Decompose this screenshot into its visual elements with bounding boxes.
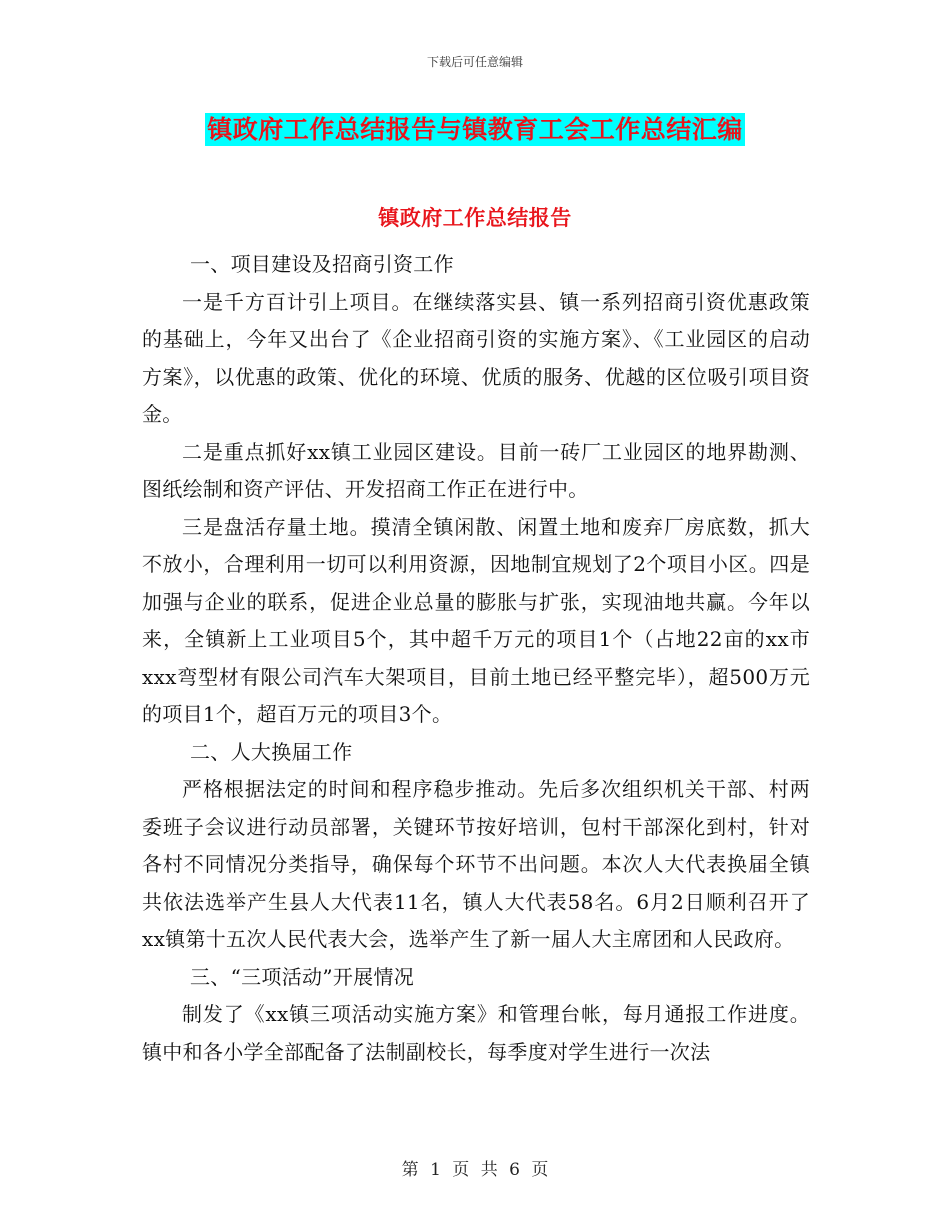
section-title: 镇政府工作总结报告: [378, 205, 572, 230]
paragraph: 制发了《xx镇三项活动实施方案》和管理台帐，每月通报工作进度。镇中和各小学全部配备了法制副校长，每季度对学生进行一次法: [142, 1002, 810, 1064]
section-heading: 三、“三项活动”开展情况: [190, 964, 415, 989]
main-title: [0, 114, 950, 146]
paragraph: 严格根据法定的时间和程序稳步推动。先后多次组织机关干部、村两委班子会议进行动员部署，关键环节按好培训，包村干部深化到村，针对各村不同情况分类指导，确保每个环节不出问题。本次人大代表换届全镇共依法选举产生县人大代表11名，镇人大代表58名。6月2日顺利召开了xx镇第十五次人民代表大会，选举产生了新一届人大主席团和人民政府。: [142, 777, 810, 951]
section-heading: 一、项目建设及招商引资工作: [190, 252, 454, 276]
paragraph: 三是盘活存量土地。摸清全镇闲散、闲置土地和废弃厂房底数，抓大不放小，合理利用一切可以利用资源，因地制宜规划了2个项目小区。四是加强与企业的联系，促进企业总量的膨胀与扩张，实现油地共赢。今年以来，全镇新上工业项目5个，其中超千万元的项目1个（占地22亩的xx市xxx弯型材有限公司汽车大架项目，目前土地已经平整完毕），超500万元的项目1个，超百万元的项目3个。: [142, 514, 810, 726]
paragraph: 二是重点抓好xx镇工业园区建设。目前一砖厂工业园区的地界勘测、图纸绘制和资产评估、开发招商工作正在进行中。: [142, 439, 810, 501]
page-footer: 第 1 页 共 6 页: [401, 1160, 549, 1180]
header-note: 下载后可任意编辑: [426, 55, 523, 69]
main-title-text: 镇政府工作总结报告与镇教育工会工作总结汇编: [207, 115, 743, 144]
paragraph: 一是千方百计引上项目。在继续落实县、镇一系列招商引资优惠政策的基础上，今年又出台了《企业招商引资的实施方案》、《工业园区的启动方案》，以优惠的政策、优化的环境、优质的服务、优越的区位吸引项目资金。: [142, 289, 810, 426]
section-heading: 二、人大换届工作: [190, 739, 353, 764]
body-text: [142, 246, 810, 1071]
